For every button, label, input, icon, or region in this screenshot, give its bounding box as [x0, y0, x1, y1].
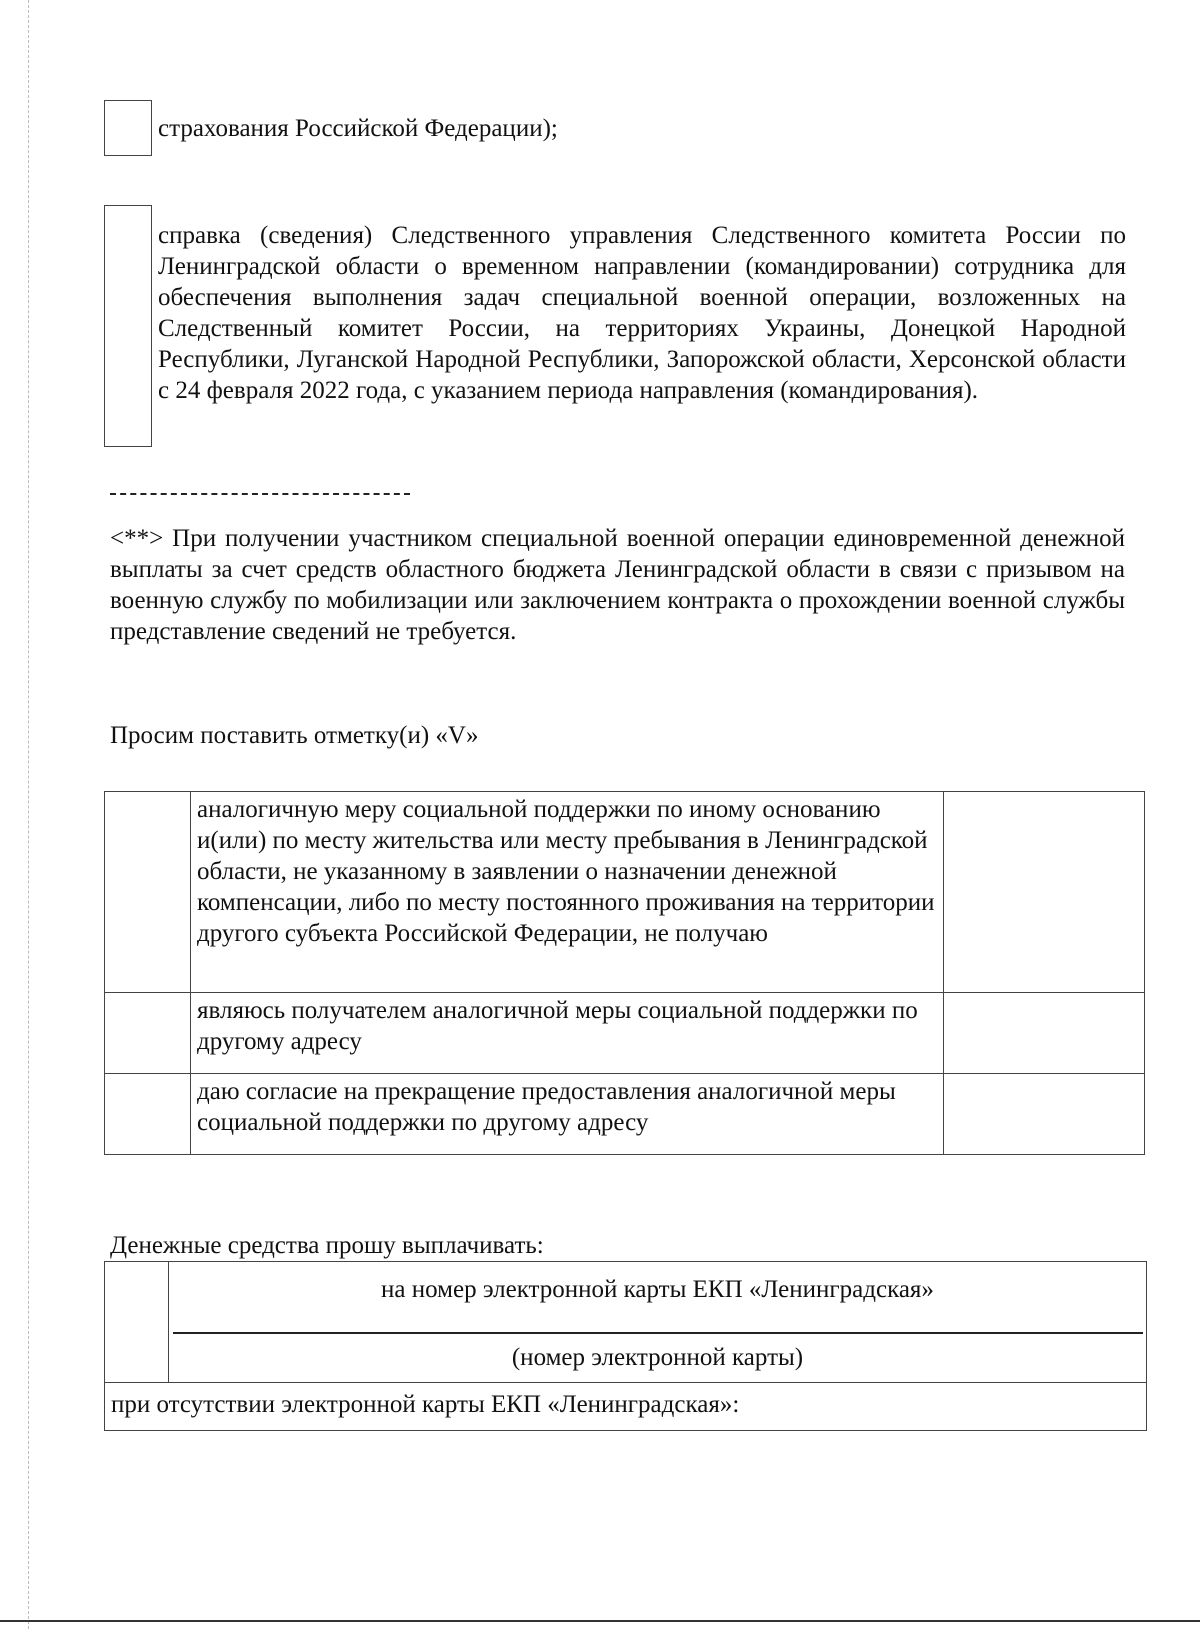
- item-certificate-text: справка (сведения) Следственного управления Следственного комитета России по Ленинградской области о временном направлении (командировании) сотрудника для обеспечения выполнения задач специальной военной операции, возложенных на Следственный комитет России, на территориях Украины, Донецкой Народной Республики, Луганской Народной Республики, Запорожской области, Херсонской области с 24 февраля 2022 года, с указанием периода направления (командирования).: [158, 222, 1126, 404]
- payment-card-checkbox[interactable]: [105, 1262, 169, 1382]
- option-row: [105, 1074, 1145, 1155]
- option-consent-text: даю согласие на прекращение предоставления аналогичной меры социальной поддержки по другому адресу: [191, 1074, 944, 1155]
- options-table: [104, 791, 1145, 1155]
- item-insurance-text: страхования Российской Федерации);: [158, 115, 558, 142]
- option-not-receiving-text: аналогичную меру социальной поддержки по иному основанию и(или) по месту жительства или месту пребывания в Ленинградской области, не указанному в заявлении о назначении денежной компенсации, либо по месту постоянного проживания на территории другого субъекта Российской Федерации, не получаю: [191, 792, 944, 993]
- footnote-text: <**> При получении участником специальной военной операции единовременной денежной выплаты за счет средств областного бюджета Ленинградской области в связи с призывом на военную службу по мобилизации или заключением контракта о прохождении военной службы представление сведений не требуется.: [110, 525, 1125, 645]
- payment-card-label: на номер электронной карты ЕКП «Ленинградская»: [381, 1276, 934, 1303]
- payment-divider: [105, 1382, 1146, 1383]
- option-consent-checkbox[interactable]: [944, 1074, 1145, 1155]
- item-certificate: [104, 205, 1126, 447]
- option-row: [105, 792, 1145, 993]
- option-row-marker: [105, 792, 191, 993]
- payment-title: Денежные средства прошу выплачивать:: [110, 1232, 544, 1259]
- option-row-marker: [105, 993, 191, 1074]
- item-insurance-checkbox[interactable]: [104, 100, 152, 156]
- item-insurance: [104, 100, 1124, 156]
- option-row-marker: [105, 1074, 191, 1155]
- request-title: Просим поставить отметку(и) «V»: [110, 722, 479, 749]
- payment-card-caption: (номер электронной карты): [511, 1344, 804, 1371]
- page-bottom-line: [0, 1620, 1200, 1622]
- option-recipient-text: являюсь получателем аналогичной меры социальной поддержки по другому адресу: [191, 993, 944, 1074]
- option-row: [105, 993, 1145, 1074]
- page-edge-line: [28, 0, 29, 1629]
- option-recipient-checkbox[interactable]: [944, 993, 1145, 1074]
- payment-card-number-field[interactable]: [173, 1332, 1143, 1334]
- item-certificate-checkbox[interactable]: [104, 205, 152, 447]
- payment-no-card-label: при отсутствии электронной карты ЕКП «Ленинградская»:: [111, 1391, 740, 1418]
- option-not-receiving-checkbox[interactable]: [944, 792, 1145, 993]
- footnote-separator: [110, 493, 410, 495]
- payment-box: [104, 1261, 1147, 1431]
